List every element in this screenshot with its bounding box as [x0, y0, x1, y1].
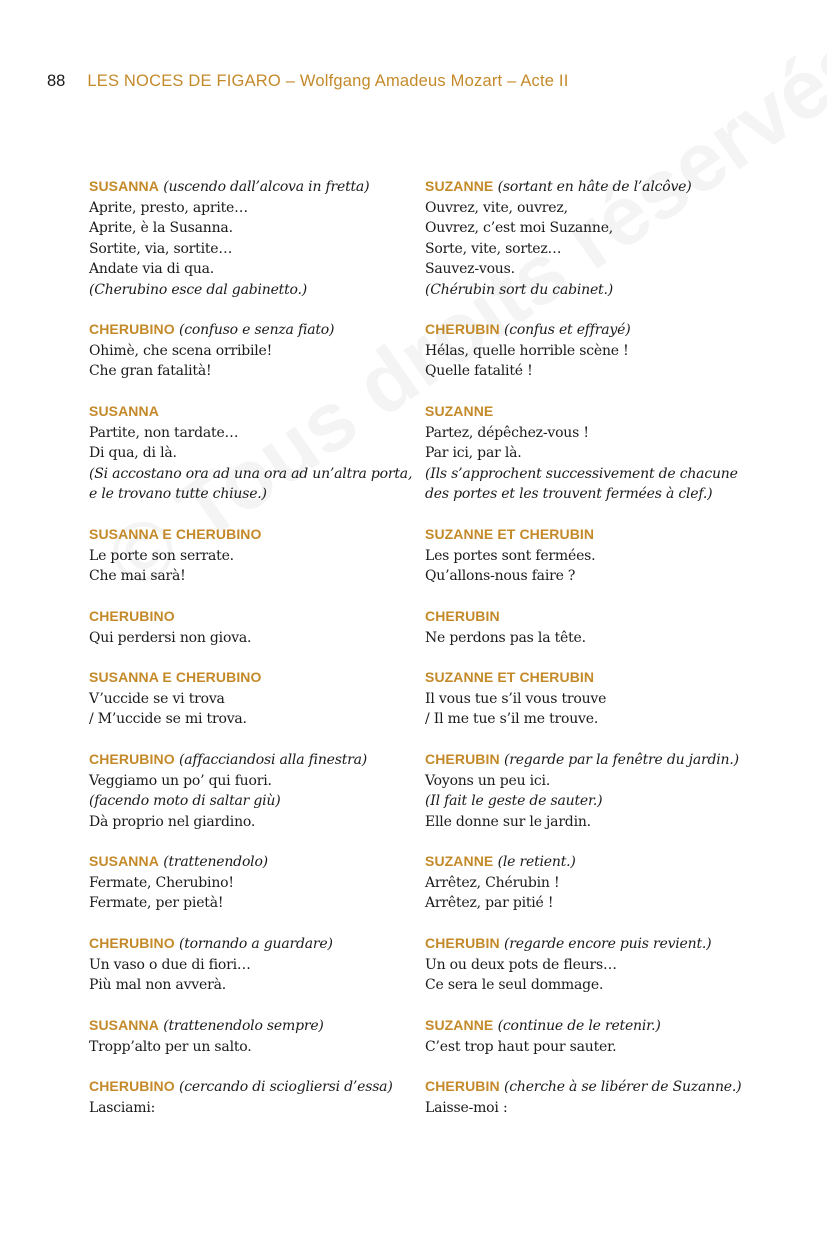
speaker-line: [425, 401, 738, 423]
stage-direction-line: (facendo moto di saltar giù): [89, 793, 281, 809]
speaker-line: [89, 401, 412, 423]
speaker-name: SUZANNE ET CHERUBIN: [425, 669, 595, 685]
dialogue-block: [89, 667, 262, 730]
lyric-line: Un vaso o due di fiori…: [89, 956, 251, 973]
lyric-line: Sorte, vite, sortez…: [425, 240, 562, 257]
lyric-line: Sortite, via, sortite…: [89, 240, 233, 257]
lyric-line: Aprite, è la Susanna.: [89, 220, 233, 236]
stage-direction: (confuso e senza fiato): [178, 322, 335, 338]
stage-direction: (affacciandosi alla finestra): [178, 752, 368, 768]
stage-direction: (cherche à se libérer de Suzanne.): [503, 1079, 742, 1095]
dialogue-block: [89, 606, 251, 648]
lyric-line: Dà proprio nel giardino.: [89, 813, 256, 830]
lyric-line: Qu’allons-nous faire ?: [425, 568, 576, 584]
lyric-line: Ouvrez, c’est moi Suzanne,: [425, 220, 614, 236]
speaker-line: [89, 1076, 393, 1098]
speaker-name: CHERUBIN: [425, 935, 500, 951]
lyric-line: Di qua, di là.: [89, 445, 177, 461]
stage-direction-line: des portes et les trouvent fermées à clef.): [425, 486, 713, 502]
lyric-line: Laisse-moi :: [425, 1099, 508, 1116]
lyric-line: Aprite, presto, aprite…: [89, 199, 248, 216]
lyric-line: Che gran fatalità!: [89, 363, 212, 379]
speaker-line: [89, 606, 251, 628]
lyric-line: / Il me tue s’il me trouve.: [425, 711, 599, 727]
speaker-line: [425, 606, 586, 628]
stage-direction-line: e le trovano tutte chiuse.): [89, 486, 267, 502]
speaker-line: [89, 933, 333, 955]
stage-direction-line: (Il fait le geste de sauter.): [425, 793, 603, 809]
speaker-line: [425, 1015, 661, 1037]
dialogue-block: [425, 933, 711, 996]
speaker-name: SUZANNE ET CHERUBIN: [425, 526, 595, 542]
speaker-name: SUSANNA: [89, 403, 159, 419]
stage-direction: (continue de le retenir.): [497, 1018, 661, 1034]
page-number: 88: [47, 72, 66, 90]
lyric-line: Il vous tue s’il vous trouve: [425, 690, 607, 707]
speaker-line: [89, 524, 262, 546]
page-header: [47, 72, 569, 94]
lyric-line: Più mal non avverà.: [89, 977, 226, 993]
stage-direction-line: (Cherubino esce dal gabinetto.): [89, 281, 307, 298]
dialogue-block: [425, 851, 576, 914]
lyric-line: Fermate, Cherubino!: [89, 874, 234, 891]
lyric-line: Ouvrez, vite, ouvrez,: [425, 199, 568, 216]
dialogue-block: [89, 524, 262, 587]
lyric-line: Un ou deux pots de fleurs…: [425, 956, 617, 973]
lyric-line: Veggiamo un po’ qui fuori.: [89, 772, 272, 789]
speaker-name: CHERUBIN: [425, 608, 500, 624]
dialogue-block: [425, 1015, 661, 1057]
speaker-line: [89, 851, 268, 873]
speaker-line: [425, 319, 630, 341]
lyric-line: Sauvez-vous.: [425, 261, 515, 277]
speaker-line: [425, 524, 595, 546]
dialogue-block: [89, 1015, 324, 1057]
speaker-name: SUSANNA E CHERUBINO: [89, 526, 262, 542]
dialogue-block: [89, 176, 369, 300]
lyric-line: Ce sera le seul dommage.: [425, 977, 604, 993]
speaker-name: SUSANNA E CHERUBINO: [89, 669, 262, 685]
stage-direction-line: (Ils s’approchent successivement de chacune: [425, 465, 738, 482]
lyric-line: Quelle fatalité !: [425, 363, 533, 379]
lyric-line: Par ici, par là.: [425, 445, 522, 461]
speaker-name: SUZANNE: [425, 853, 494, 869]
dialogue-block: [425, 319, 630, 382]
speaker-line: [425, 667, 606, 689]
lyric-line: Partez, dépêchez-vous !: [425, 424, 589, 441]
dialogue-block: [89, 933, 333, 996]
dialogue-block: [89, 401, 412, 505]
dialogue-block: [425, 1076, 741, 1118]
stage-direction-line: (Chérubin sort du cabinet.): [425, 281, 613, 298]
lyric-line: Lasciami:: [89, 1099, 156, 1116]
speaker-name: SUSANNA: [89, 1017, 159, 1033]
speaker-line: [89, 1015, 324, 1037]
lyric-line: Partite, non tardate…: [89, 424, 239, 441]
speaker-line: [425, 749, 739, 771]
lyric-line: Che mai sarà!: [89, 568, 186, 584]
dialogue-block: [89, 319, 334, 382]
lyric-line: Andate via di qua.: [89, 261, 215, 277]
lyric-line: Le porte son serrate.: [89, 547, 234, 564]
dialogue-block: [89, 749, 367, 832]
stage-direction: (tornando a guardare): [178, 936, 333, 952]
stage-direction-line: (Si accostano ora ad una ora ad un’altra porta,: [89, 465, 413, 482]
stage-direction: (regarde par la fenêtre du jardin.): [503, 752, 739, 768]
speaker-line: [89, 176, 369, 198]
speaker-name: SUZANNE: [425, 178, 494, 194]
speaker-name: CHERUBINO: [89, 751, 175, 767]
speaker-line: [425, 933, 711, 955]
dialogue-block: [425, 524, 595, 587]
lyric-line: Les portes sont fermées.: [425, 547, 596, 564]
speaker-line: [89, 667, 262, 689]
speaker-name: SUSANNA: [89, 853, 159, 869]
speaker-name: CHERUBIN: [425, 751, 500, 767]
lyric-line: Voyons un peu ici.: [425, 772, 551, 789]
speaker-line: [89, 319, 334, 341]
lyric-line: V’uccide se vi trova: [89, 690, 225, 707]
dialogue-block: [425, 667, 606, 730]
lyric-line: Ne perdons pas la tête.: [425, 629, 586, 646]
lyric-line: Arrêtez, Chérubin !: [425, 874, 560, 891]
lyric-line: Elle donne sur le jardin.: [425, 813, 591, 830]
speaker-line: [89, 749, 367, 771]
stage-direction: (trattenendolo): [163, 854, 268, 870]
lyric-line: Hélas, quelle horrible scène !: [425, 342, 629, 359]
running-title: LES NOCES DE FIGARO – Wolfgang Amadeus Mozart – Acte II: [87, 72, 569, 90]
stage-direction: (le retient.): [497, 854, 576, 870]
stage-direction: (regarde encore puis revient.): [503, 936, 712, 952]
lyric-line: Fermate, per pietà!: [89, 895, 224, 911]
stage-direction: (uscendo dall’alcova in fretta): [163, 179, 370, 195]
watermark: [90, 11, 827, 610]
stage-direction: (cercando di sciogliersi d’essa): [178, 1079, 393, 1095]
speaker-line: [425, 1076, 741, 1098]
lyric-line: Arrêtez, par pitié !: [425, 895, 554, 911]
speaker-name: SUZANNE: [425, 403, 494, 419]
lyric-line: C’est trop haut pour sauter.: [425, 1038, 617, 1055]
dialogue-block: [425, 749, 739, 832]
speaker-name: SUZANNE: [425, 1017, 494, 1033]
speaker-name: CHERUBIN: [425, 1078, 500, 1094]
speaker-line: [425, 851, 576, 873]
speaker-name: CHERUBINO: [89, 321, 175, 337]
lyric-line: Tropp’alto per un salto.: [89, 1038, 252, 1055]
stage-direction: (sortant en hâte de l’alcôve): [497, 179, 692, 195]
speaker-name: SUSANNA: [89, 178, 159, 194]
stage-direction: (confus et effrayé): [503, 322, 631, 338]
lyric-line: / M’uccide se mi trova.: [89, 711, 247, 727]
dialogue-block: [425, 606, 586, 648]
dialogue-block: [89, 851, 268, 914]
speaker-line: [425, 176, 692, 198]
speaker-name: CHERUBINO: [89, 608, 175, 624]
speaker-name: CHERUBIN: [425, 321, 500, 337]
speaker-name: CHERUBINO: [89, 1078, 175, 1094]
dialogue-block: [425, 176, 692, 300]
speaker-name: CHERUBINO: [89, 935, 175, 951]
lyric-line: Qui perdersi non giova.: [89, 629, 252, 646]
stage-direction: (trattenendolo sempre): [163, 1018, 324, 1034]
lyric-line: Ohimè, che scena orribile!: [89, 342, 273, 359]
dialogue-block: [425, 401, 738, 505]
dialogue-block: [89, 1076, 393, 1118]
